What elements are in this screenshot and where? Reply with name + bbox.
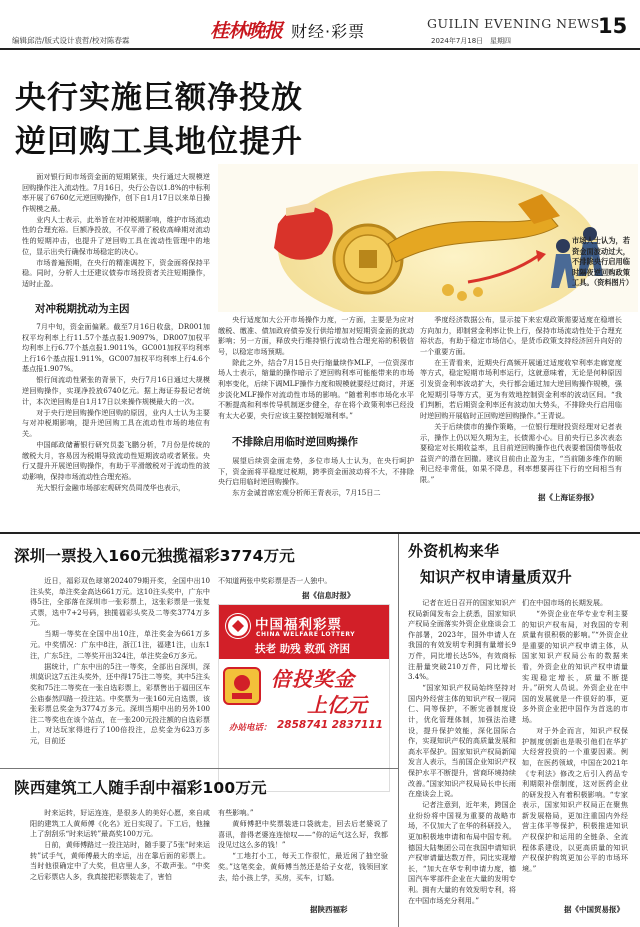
lead-headline-line1: 央行实施巨额净投放 bbox=[15, 80, 303, 116]
lead-para: 中国邮政储蓄银行研究员娄飞鹏分析，7月份是传统的缴税大月，容易因为税期导致流动性短期波动或者紧张。央行又提升开展逆回购操作，有助于平滑缴税对于流动性的波动影响，保持市场流动性合理充裕。 bbox=[22, 440, 210, 481]
masthead-logo: 桂林晚报 bbox=[210, 20, 283, 42]
shaanxi-column-2 bbox=[218, 808, 388, 892]
foreign-column-2 bbox=[522, 598, 628, 900]
shaanxi-source: 据陕西福彩 bbox=[310, 905, 348, 914]
lead-source: 据《上海证券报》 bbox=[538, 493, 598, 502]
lead-para: 在王青看来，近期央行高频开展通过适度收窄利率走廊宽度等方式，稳定短期市场利率运行，这就意味着，无论是何种原因引发资金利率波动扩大，央行都会通过加大逆回购操作规模，强化短期引导等方式，更为有效地控制资金利率的波动区间。“我们判断，若后期资金利率还有波动加大势头，不排除央行启用临时逆回购开展临时正回购逆回购操作。”王青说。 bbox=[420, 357, 622, 420]
foreign-para: 们在中国市场的长期发展。 bbox=[522, 598, 608, 607]
shaanxi-para: 有些影响。” bbox=[218, 808, 254, 817]
section-title: 财经·彩票 bbox=[291, 22, 366, 41]
lead-para: 关于后续债市的操作策略，一位银行理财投资经理对记者表示，操作上仍以短久期为主，长债需小心。目前央行已多次表态要稳定对长期收益率，且目前逆回购操作也代表要着国债等低收益资产的潜在回撤。建议目前由止盈为主，“当前随多维作的顺利已经非常低，如果不降息，利率想要再往下行的空间相当有限。” bbox=[420, 421, 622, 484]
foreign-para: 记者在近日召开的国家知识产权局新闻发布会上获悉，国家知识产权局全面落实外资企业座谈会工作部署，2023年，国外申请人在我国的有效发明专利拥有量增长9万件，同比增长达5%，有效商标注册量突破210万件，同比增长3.4%。 bbox=[408, 598, 516, 682]
lead-para: 东方金诚首席宏观分析师王青表示，7月15日二 bbox=[232, 488, 381, 498]
lead-para: 业内人士表示，此举旨在对冲税期影响，维护市场流动性的合理充裕。巨额净投放，不仅平滑了税收高峰期对流动性的短期冲击，也提升了逆回购工具在流动性管理中的地位，显示出央行确保市场稳定的决心。 bbox=[22, 214, 210, 256]
ad-phone-number: 2858741 2837111 bbox=[277, 719, 383, 731]
foreign-para: 对于外企而言，知识产权保护制度创新也是吸引他们在华扩大经营投资的一个重要因素。例如，在医药领域，中国在2021年《专利法》修改之后引入药品专利期限补偿制度，这对医药企业的研发投入有着积极影响。“专家表示，国家知识产权局正在聚焦新发展格局，更加注重国内外经营主体平等保护，积极推进知识产权保护和运用的全链条、全流程体系建设，以更高质量的知识产权保护构筑更加公平的市场环境。” bbox=[522, 726, 628, 873]
shaanxi-para: 日前，黄师傅路过一投注站时，随手要了5张“时来运转”试手气，黄师傅最大的幸运，出在靠后面的彩票上。当时他很确定中了大奖，但店里人多，不敢声张。“中奖之后彩票店人多，我真接把彩票装走了，害怕 bbox=[30, 840, 210, 882]
issue-weekday: 星期四 bbox=[490, 37, 511, 45]
lead-para: 光大银行金融市场部宏观研究员周茂华也表示， bbox=[36, 482, 186, 492]
lottery-headline: 深圳一票投入160元独揽福彩3774万元 bbox=[14, 547, 295, 565]
ad-brand-cn: 中国福利彩票 bbox=[255, 617, 342, 633]
lottery-para: 当期一等奖在全国中出10注，单注奖金为661万多元。中奖情况：广东中8注，浙江1注，福建1注，山东1注，广东5注，二等奖开出324注，单注奖金6万多元。 bbox=[30, 629, 210, 660]
ad-phone-label: 办站电话： bbox=[229, 723, 272, 733]
lead-photo-caption: 市场人士认为，若资金面波动过大，不排除央行启用临时隔夜逆回购政策工具。（资料图片） bbox=[572, 236, 634, 287]
lead-para: 市场普遍预期，在央行的精准调控下，资金面将保持平稳。同时，分析人士还建议债券市场投资者关注短期操作，适时止盈。 bbox=[22, 257, 210, 288]
foreign-para: “国家知识产权局始终坚持对国内外经营主体的知识产权一视同仁、同等保护，不断完善制度设计，优化管理体制，加强法治建设，提升保护效能，深化国际合作，实现知识产权的高质量发展和高水平保护。国家知识产权局新闻发言人表示，当前国企业知识产权保护水平不断提升，营商环境持续改善。”国家知识产权局局长申长雨在座谈会上说。 bbox=[408, 683, 516, 799]
lead-para: 银行间流动性紧张的背景下，央行7月16日通过大规模逆回购操作，实现净投放6740亿元。据上海证券报记者统计，本次逆回购是自1月17日以来操作规模最大的一次。 bbox=[22, 375, 210, 406]
lottery-para: 近日，福彩双色球第2024079期开奖，全国中出10注头奖，单注奖金高达661万元。这10注头奖中，广东中得5注，全部落在深圳市一张彩票上，这张彩票是一张复式票，选中7+2号码，独揽福彩头奖及二等奖3774万多元。 bbox=[30, 576, 210, 628]
lottery-column-2 bbox=[218, 576, 388, 588]
lead-bottom-rule bbox=[0, 532, 640, 534]
foreign-para: 记者注意到，近年来，跨国企业纷纷将中国视为重要的战略市场，不仅加大了在华的科研投入，更加积极地申请和布局中国专利。德国大陆集团公司在我国申请知识产权审请量达数万件，同比实现增长，“加大在华专利申请力度，德国汽车零部件企业在大量的发明专利。拥有大量的有效发明专利，将在中国市场充分利用。” bbox=[408, 800, 516, 905]
lead-subheading-1: 对冲税期扰动为主因 bbox=[35, 303, 130, 315]
foreign-headline-line1: 外资机构来华 bbox=[408, 542, 500, 560]
ad-promo-line1: 倍投奖金 bbox=[271, 667, 355, 691]
ad-slogan: 扶老 助残 救孤 济困 bbox=[255, 643, 350, 655]
header-rule bbox=[0, 48, 640, 50]
lead-column-1-body bbox=[22, 322, 210, 534]
page-number: 15 bbox=[598, 14, 628, 38]
lead-para: 7月中旬，资金面偏紧。截至7月16日收盘，DR001加权平均利率上行11.57个基点报1.9097%，DR007加权平均利率上行6.77个基点报1.9011%，GC001加权平均利率上行16个基点报1.911%，GC007加权平均利率上行4.6个基点报1.907%。 bbox=[22, 322, 210, 374]
shaanxi-para: “工地打小工，每天工作很忙，最近闲了抽空验奖。”这笔奖金，黄师傅当然还是给子女花，钱领回家去，给小孩上学，买房，买车，订婚。 bbox=[218, 851, 388, 882]
lottery-para: 不知道两张中奖彩票是否一人独中。 bbox=[218, 576, 332, 585]
lead-para: 对于央行逆回购操作逆回购的原因，业内人士认为主要与对冲税期影响，提升逆回购工具在流动性市场的地位有关。 bbox=[22, 407, 210, 438]
lead-column-3 bbox=[420, 315, 622, 488]
lottery-column-1 bbox=[30, 576, 210, 798]
ad-promo-line2: 上亿元 bbox=[307, 693, 367, 717]
lottery-emblem-icon bbox=[225, 613, 251, 639]
lead-subheading-2: 不排除启用临时逆回购操作 bbox=[232, 436, 358, 448]
lead-para: 除此之外，结合7月15日央行缩量续作MLF，一位资深市场人士表示，缩量的操作暗示了逆回购利率可能能带来的市场利率变化，后续下调MLF操作力度和规模就要经过商讨，并逐步淡化MLF操作对流动性市场的影响。“随着利率市场化水平不断提高和利率传导机制逐步健全，存在将个政策利率已经没有太大必要，央行应该主要控制短端利率。” bbox=[218, 357, 414, 420]
ad-brand-en: CHINA WELFARE LOTTERY bbox=[256, 631, 356, 638]
foreign-para: “外资企业在华专业专利主要的知识产权布局，对我国的专利质量有很积极的影响。”“外资企业是重要的知识产权申请主体，从国家知识产权局公布的数据来看，外资企业的知识产权申请量实现稳定增长，质量不断提升。”研究人员说。外资企业在中国的发展就是一件很好的事，更多外资企业把中国作为首选的市场。 bbox=[522, 609, 628, 725]
mascot-icon bbox=[225, 669, 259, 703]
shaanxi-para: 黄师傅把中奖票装进口袋就走，回去后老婆说了喜讯，普得老婆连连惊叹——“你的运气这么好，我都没见过这么多的钱！” bbox=[218, 819, 388, 850]
lead-column-2-body bbox=[218, 456, 414, 501]
lottery-logo-icon bbox=[225, 613, 251, 639]
lottery-divider bbox=[0, 768, 398, 769]
lead-para: 央行适度加大公开市场操作力度，一方面，主要是为应对缴税、缴准、债加政府债券发行供给增加对短期资金面的扰动影响；另一方面，释放央行维持银行流动性合理充裕的积极信号，以稳定市场预期。 bbox=[218, 315, 414, 356]
foreign-source: 据《中国贸易报》 bbox=[564, 905, 624, 914]
lottery-source: 据《信息时报》 bbox=[302, 591, 355, 600]
section-divider-vertical bbox=[398, 534, 399, 927]
shaanxi-para: 时来运转，好运连连，是很多人的美好心愿，来自咸阳的建筑工人黄师傅《化名》近日实现了。下工后，他撞上了刮刮乐“时来运转”最高奖100万元。 bbox=[30, 808, 210, 839]
issue-date: 2024年7月18日 bbox=[431, 37, 484, 45]
welfare-lottery-ad bbox=[218, 604, 390, 792]
lead-para: 展望后续资金面走势，多位市场人士认为，在央行呵护下，资金面将平稳度过税期，跨季资金面波动将不大，不排除央行启用临时逆回购操作。 bbox=[218, 456, 414, 487]
lead-column-1-intro bbox=[22, 172, 210, 297]
paper-english-name: GUILIN EVENING NEWS bbox=[427, 16, 600, 31]
lead-headline-line2: 逆回购工具地位提升 bbox=[15, 124, 303, 160]
lottery-para: 据统计，广东中出的5注一等奖，全部出自深圳，深圳莫识这7五注头奖外，还中得175注二等奖，其中5注头奖和75注二等奖在一张自选彩票上，彩票售出于福田区车公庙泰然四路一投注站。中奖票为一张160元自选票，该张彩票总奖金为3774万多元。深圳当期中出的另外100注二等奖也在该个站点，在一张200元投注额的自选彩票上，对达玩家得进行了100倍投注，总奖金为623万多元，目前还 bbox=[30, 661, 210, 745]
header-credits: 编辑邱浩/版式设计袁哲/校对陈春霖 bbox=[12, 36, 130, 45]
shaanxi-column-1 bbox=[30, 808, 210, 922]
foreign-headline-line2: 知识产权申请量质双升 bbox=[420, 568, 573, 586]
lead-column-2 bbox=[218, 315, 414, 427]
foreign-column-1 bbox=[408, 598, 516, 922]
lead-para: 面对银行间市场资金面的短期紧张，央行通过大规模逆回购操作注入流动性。7月16日，央行公告以1.8%的中标利率开展了6760亿元逆回购操作，创下自1月17日以来单日操作规模之最。 bbox=[22, 172, 210, 213]
shaanxi-headline: 陕西建筑工人随手刮中福彩100万元 bbox=[14, 779, 267, 797]
lottery-mascot-badge bbox=[223, 667, 261, 705]
lead-para: 季度经济数据公布，显示接下来宏观政策需要适度在稳增长方向加力，即制营金利率让快上行，保持市场流动性处于合理充裕状态，有助于稳定市场信心，是货币政策支持经济回升向好的一个重要方面。 bbox=[420, 315, 622, 356]
